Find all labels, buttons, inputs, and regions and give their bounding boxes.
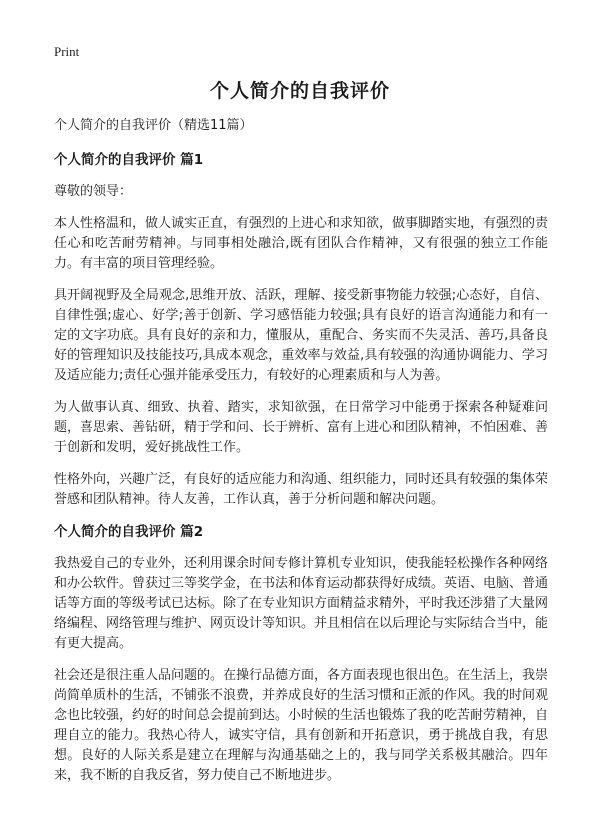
paragraph: 本人性格温和，做人诚实正直，有强烈的上进心和求知欲，做事脚踏实地，有强烈的责任心和吃苦耐劳精神。与同事相处融洽,既有团队合作精神，又有很强的独立工作能力。有丰富的项目管理经验。 bbox=[54, 216, 549, 271]
paragraph: 社会还是很注重人品问题的。在操行品德方面，各方面表现也很出色。在生活上，我崇尚简单质朴的生活，不铺张不浪费，并养成良好的生活习惯和正派的作风。我的时间观念也比较强，约好的时间总会提前到达。小时候的生活也锻炼了我的吃苦耐劳精神，自理自立的能力。我热心待人，诚实守信，具有创新和开拓意识，勇于挑战自我，有思想。良好的人际关系是建立在理解与沟通基础之上的，我与同学关系极其融洽。四年来，我不断的自我反省，努力使自己不断地进步。 bbox=[54, 668, 549, 783]
section-heading: 个人简介的自我评价 篇2 bbox=[54, 524, 204, 540]
print-link[interactable]: Print bbox=[54, 44, 80, 59]
paragraph: 尊敬的领导： bbox=[54, 184, 133, 199]
paragraph: 性格外向，兴趣广泛，有良好的适应能力和沟通、组织能力，同时还具有较强的集体荣誉感和团队精神。待人友善，工作认真，善于分析问题和解决问题。 bbox=[54, 472, 549, 507]
section-2 bbox=[54, 522, 548, 786]
paragraph: 为人做事认真、细致、执着、踏实，求知欲强，在日常学习中能勇于探索各种疑难问题，喜思索、善钻研，精于学和问、长于辨析、富有上进心和团队精神，不怕困难、善于创新和发明，爱好挑战性工作。 bbox=[54, 400, 549, 455]
section-heading: 个人简介的自我评价 篇1 bbox=[54, 152, 204, 168]
paragraph: 具开阔视野及全局观念,思维开放、活跃，理解、接受新事物能力较强;心态好，自信、自律性强;虚心、好学;善于创新、学习感悟能力较强;具有良好的语言沟通能力和有一定的文字功底。具有良好的亲和力，懂服从，重配合、务实而不失灵活、善巧,具备良好的管理知识及技能技巧,具成本观念，重效率与效益,具有较强的沟通协调能力、学习及适应能力;责任心强并能承受压力，有较好的心理素质和与人为善。 bbox=[54, 288, 548, 383]
paragraph: 我热爱自己的专业外，还利用课余时间专修计算机专业知识，使我能轻松操作各种网络和办公软件。曾获过三等奖学金，在书法和体育运动都获得好成绩。英语、电脑、普通话等方面的等级考试已达标。除了在专业知识方面精益求精外，平时我还涉猎了大量网络编程、网络管理与维护、网页设计等知识。并且相信在以后理论与实际结合当中，能有更大提高。 bbox=[54, 556, 549, 651]
article-subtitle: 个人简介的自我评价（精选11篇） bbox=[54, 118, 253, 133]
page-title: 个人简介的自我评价 bbox=[209, 80, 390, 102]
section-1 bbox=[54, 150, 548, 510]
article-body bbox=[54, 116, 548, 798]
